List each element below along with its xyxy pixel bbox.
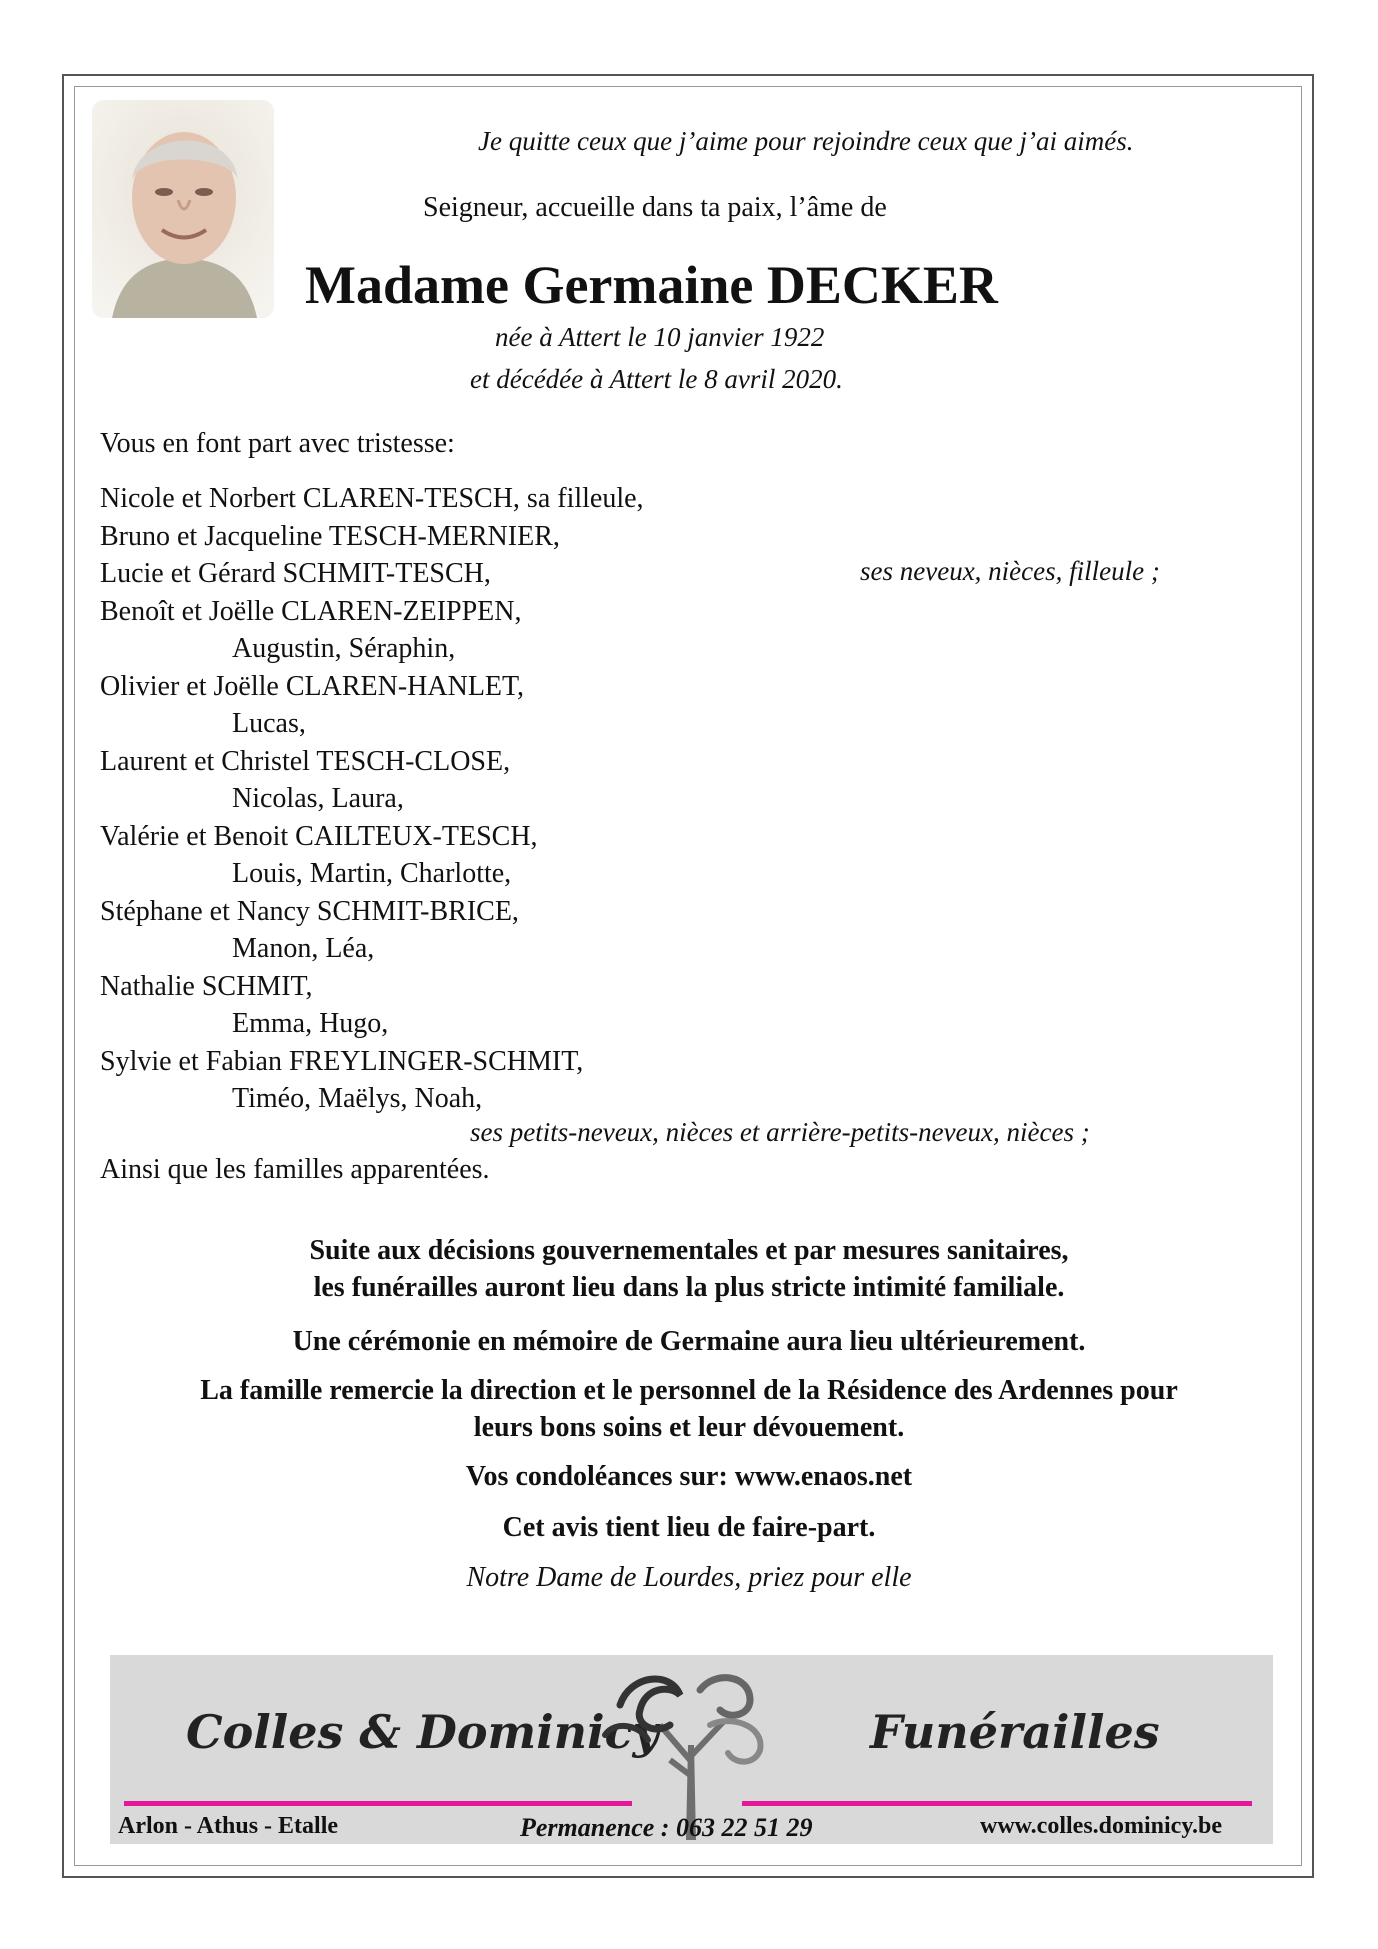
nephews-label: ses neveux, nièces, filleule ; xyxy=(860,556,1160,586)
sanitary-line-2: les funérailles auront lieu dans la plus stricte intimité familiale. xyxy=(313,1272,1065,1303)
announcement: Vous en font part avec tristesse: xyxy=(100,428,455,459)
condolences-notice: Vos condoléances sur: www.enaos.net xyxy=(465,1461,913,1492)
family-row: Olivier et Joëlle CLAREN-HANLET, xyxy=(100,670,525,702)
family-row: Bruno et Jacqueline TESCH-MERNIER, xyxy=(100,520,560,552)
epigraph: Je quitte ceux que j’aime pour rejoindre ceux que j’ai aimés. xyxy=(478,126,1134,156)
family-row: Sylvie et Fabian FREYLINGER-SCHMIT, xyxy=(100,1045,584,1077)
grand-nephews-label: ses petits-neveux, nièces et arrière-petits-neveux, nièces ; xyxy=(470,1117,1090,1147)
brand-tagline: Funérailles xyxy=(870,1705,1160,1759)
brand-name: Colles & Dominicy xyxy=(186,1705,660,1759)
portrait-photo xyxy=(92,100,274,318)
family-children-row: Emma, Hugo, xyxy=(232,1008,389,1039)
phone: Permanence : 063 22 51 29 xyxy=(520,1813,813,1842)
accent-line-right xyxy=(742,1801,1252,1806)
thanks-line-2: leurs bons soins et leur dévouement. xyxy=(473,1412,905,1443)
related-families: Ainsi que les familles apparentées. xyxy=(100,1154,490,1185)
family-children-row: Timéo, Maëlys, Noah, xyxy=(232,1083,483,1114)
funeral-home-banner xyxy=(110,1655,1273,1844)
website: www.colles.dominicy.be xyxy=(980,1813,1223,1839)
family-children-row: Lucas, xyxy=(232,708,306,739)
faire-part-notice: Cet avis tient lieu de faire-part. xyxy=(502,1512,876,1543)
family-children-row: Nicolas, Laura, xyxy=(232,783,404,814)
thanks-line-1: La famille remercie la direction et le personnel de la Résidence des Ardennes pour xyxy=(200,1375,1178,1406)
prayer-line: Seigneur, accueille dans ta paix, l’âme de xyxy=(423,192,887,223)
family-row: Lucie et Gérard SCHMIT-TESCH, xyxy=(100,558,491,589)
deceased-name: Madame Germaine DECKER xyxy=(305,255,998,315)
portrait-icon xyxy=(92,100,274,318)
family-row: Valérie et Benoit CAILTEUX-TESCH, xyxy=(100,820,538,852)
family-row: Laurent et Christel TESCH-CLOSE, xyxy=(100,745,511,777)
sanitary-line-1: Suite aux décisions gouvernementales et par mesures sanitaires, xyxy=(309,1235,1069,1266)
family-children-row: Augustin, Séraphin, xyxy=(232,633,456,664)
towns: Arlon - Athus - Etalle xyxy=(118,1813,339,1839)
birth-line: née à Attert le 10 janvier 1922 xyxy=(495,322,825,352)
death-line: et décédée à Attert le 8 avril 2020. xyxy=(470,364,843,394)
family-children-row: Manon, Léa, xyxy=(232,933,375,964)
family-row: Nicole et Norbert CLAREN-TESCH, sa filleule, xyxy=(100,483,644,514)
accent-line-left xyxy=(124,1801,632,1806)
family-children-row: Louis, Martin, Charlotte, xyxy=(232,858,512,889)
family-row: Nathalie SCHMIT, xyxy=(100,970,313,1002)
family-list xyxy=(100,480,644,1118)
family-row: Benoît et Joëlle CLAREN-ZEIPPEN, xyxy=(100,595,522,627)
sanitary-notice xyxy=(88,1232,1290,1306)
ceremony-notice: Une cérémonie en mémoire de Germaine aura lieu ultérieurement. xyxy=(292,1326,1086,1357)
family-row: Stéphane et Nancy SCHMIT-BRICE, xyxy=(100,895,519,927)
closing-prayer: Notre Dame de Lourdes, priez pour elle xyxy=(466,1562,912,1593)
thanks-notice xyxy=(88,1372,1290,1446)
